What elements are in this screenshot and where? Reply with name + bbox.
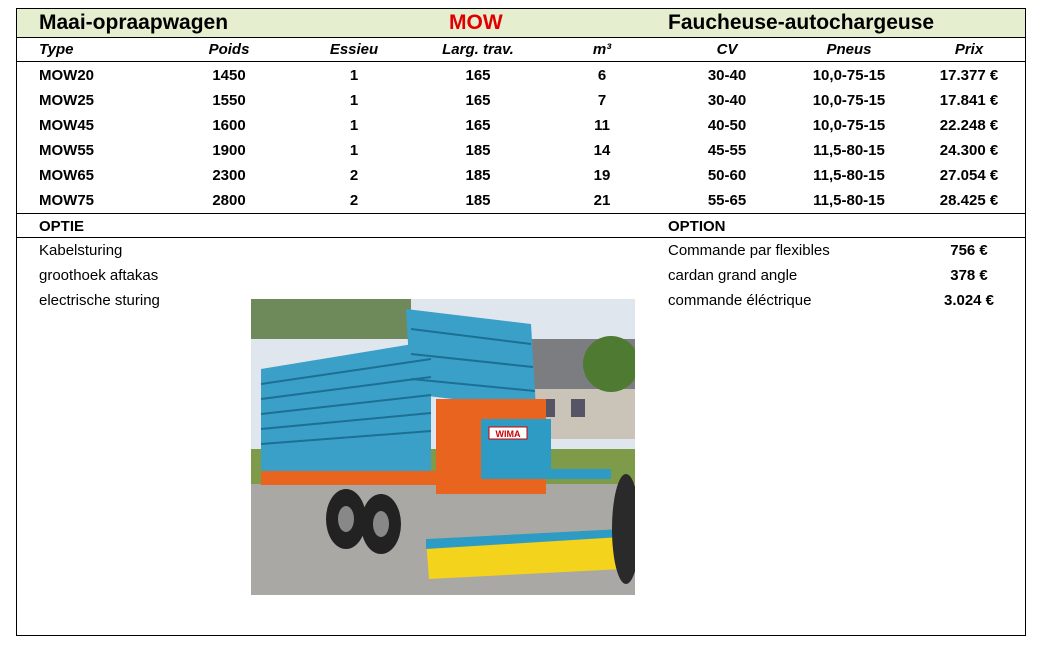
cell-pneus: 10,0-75-15 (812, 117, 886, 134)
cell-cv: 50-60 (707, 167, 747, 184)
col-header-cv: CV (716, 41, 738, 58)
cell-poids: 1450 (212, 67, 246, 84)
photo-brand-text: WIMA (495, 429, 521, 439)
table-row (17, 63, 1025, 88)
table-row (17, 88, 1025, 113)
title-dutch: Maai-opraapwagen (39, 11, 229, 34)
cell-prix: 17.841 € (939, 92, 999, 109)
cell-pneus: 11,5-80-15 (813, 167, 885, 184)
cell-type: MOW20 (39, 67, 95, 84)
cell-type: MOW25 (39, 92, 95, 109)
cell-pneus: 10,0-75-15 (812, 92, 886, 109)
cell-prix: 22.248 € (939, 117, 999, 134)
col-header-m3: m³ (592, 41, 612, 58)
title-french: Faucheuse-autochargeuse (668, 11, 935, 34)
photo-wheel-hub (373, 511, 389, 537)
cell-prix: 27.054 € (939, 167, 999, 184)
photo-wheel-hub (338, 506, 354, 532)
option-price: 378 € (950, 267, 988, 284)
table-row (17, 163, 1025, 188)
cell-essieu: 1 (349, 67, 359, 84)
option-row (17, 238, 1025, 263)
cell-m3: 11 (594, 117, 610, 134)
option-row (17, 263, 1025, 288)
option-label-french: Commande par flexibles (668, 242, 830, 259)
table-header (17, 38, 1025, 62)
cell-cv: 40-50 (707, 117, 747, 134)
options-header-french: OPTION (668, 218, 726, 235)
cell-prix: 17.377 € (939, 67, 999, 84)
option-label-dutch: Kabelsturing (39, 242, 123, 259)
cell-poids: 1600 (212, 117, 246, 134)
col-header-larg-trav: Larg. trav. (442, 41, 514, 58)
cell-essieu: 1 (349, 142, 359, 159)
cell-essieu: 1 (349, 92, 359, 109)
col-header-prix: Prix (954, 41, 984, 58)
cell-m3: 7 (597, 92, 607, 109)
cell-essieu: 1 (349, 117, 359, 134)
cell-larg-trav: 185 (465, 142, 491, 159)
cell-larg-trav: 185 (465, 167, 491, 184)
cell-poids: 1900 (212, 142, 246, 159)
cell-essieu: 2 (349, 167, 359, 184)
cell-essieu: 2 (349, 192, 359, 209)
title-bar (17, 9, 1025, 38)
title-model-code: MOW (449, 11, 503, 34)
cell-pneus: 11,5-80-15 (813, 192, 885, 209)
cell-prix: 24.300 € (939, 142, 999, 159)
table-row (17, 188, 1025, 213)
options-header (17, 213, 1025, 238)
cell-larg-trav: 165 (465, 92, 491, 109)
options-header-dutch: OPTIE (39, 218, 85, 235)
price-sheet (16, 8, 1026, 636)
cell-cv: 45-55 (707, 142, 747, 159)
cell-m3: 19 (593, 167, 611, 184)
cell-prix: 28.425 € (939, 192, 999, 209)
option-label-dutch: electrische sturing (39, 292, 160, 309)
cell-larg-trav: 185 (465, 192, 491, 209)
cell-larg-trav: 165 (465, 67, 491, 84)
option-label-dutch: groothoek aftakas (39, 267, 159, 284)
table-row (17, 138, 1025, 163)
col-header-essieu: Essieu (329, 41, 379, 58)
option-price: 3.024 € (943, 292, 995, 309)
cell-poids: 2800 (212, 192, 246, 209)
cell-type: MOW45 (39, 117, 95, 134)
forage-wagon-photo (251, 299, 635, 595)
photo-barn-window (571, 399, 585, 417)
cell-cv: 55-65 (707, 192, 747, 209)
cell-m3: 6 (597, 67, 607, 84)
col-header-type: Type (39, 41, 74, 58)
cell-pneus: 11,5-80-15 (813, 142, 885, 159)
cell-type: MOW75 (39, 192, 95, 209)
cell-type: MOW65 (39, 167, 95, 184)
cell-type: MOW55 (39, 142, 95, 159)
option-label-french: cardan grand angle (668, 267, 798, 284)
cell-m3: 14 (593, 142, 611, 159)
option-label-french: commande éléctrique (668, 292, 812, 309)
col-header-pneus: Pneus (826, 41, 872, 58)
table-row (17, 113, 1025, 138)
cell-pneus: 10,0-75-15 (812, 67, 886, 84)
cell-poids: 2300 (212, 167, 246, 184)
cell-cv: 30-40 (707, 67, 747, 84)
cell-larg-trav: 165 (465, 117, 491, 134)
cell-poids: 1550 (212, 92, 246, 109)
option-price: 756 € (950, 242, 988, 259)
col-header-poids: Poids (208, 41, 250, 58)
photo-drawbar (541, 469, 611, 479)
cell-m3: 21 (593, 192, 611, 209)
photo-trees (251, 299, 411, 339)
cell-cv: 30-40 (707, 92, 747, 109)
